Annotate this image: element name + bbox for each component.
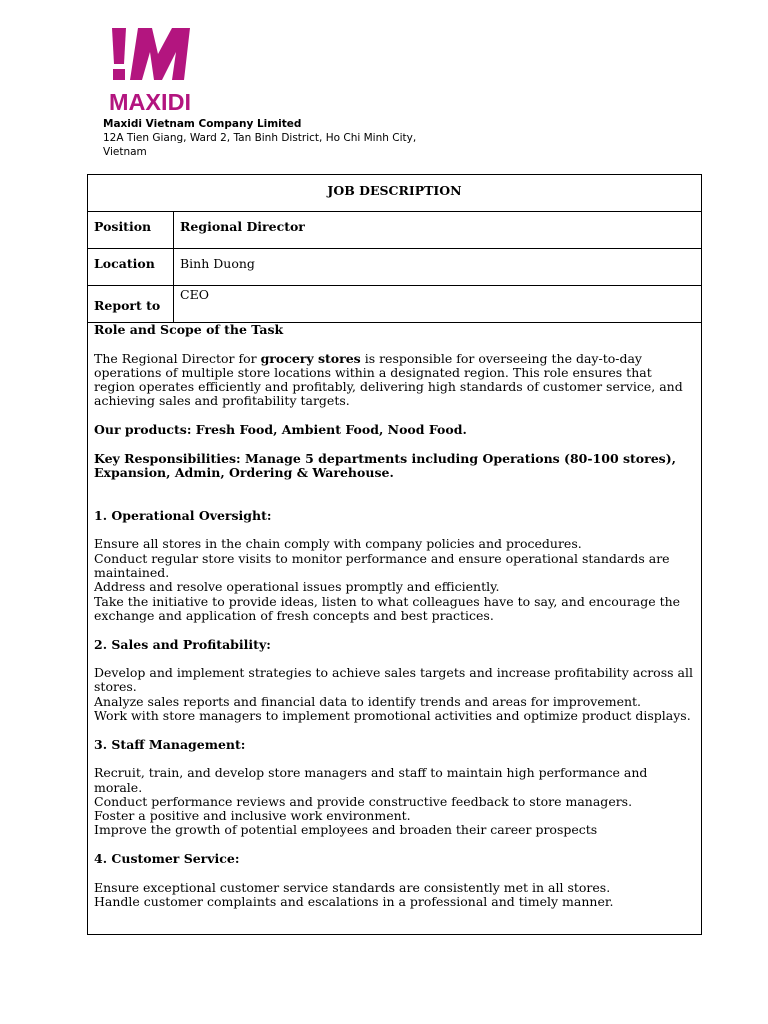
section-heading: 2. Sales and Profitability: xyxy=(94,636,271,652)
role-description-cell xyxy=(88,323,702,935)
list-item: Develop and implement strategies to achieve sales targets and increase profitability across all stores. xyxy=(94,665,693,695)
maxidi-logo xyxy=(108,26,194,112)
list-item: Analyze sales reports and financial data to identify trends and areas for improvement. xyxy=(94,693,642,709)
list-item: Conduct performance reviews and provide constructive feedback to store managers. xyxy=(94,793,633,809)
location-value: Binh Duong xyxy=(174,249,702,286)
section-heading: 4. Customer Service: xyxy=(94,850,240,866)
list-item: Ensure all stores in the chain comply with company policies and procedures. xyxy=(94,536,582,552)
report-to-label: Report to xyxy=(88,286,174,323)
svg-text:MAXIDI: MAXIDI xyxy=(109,89,191,112)
role-heading: Role and Scope of the Task xyxy=(94,322,284,337)
location-label: Location xyxy=(88,249,174,286)
list-item: Recruit, train, and develop store managers and staff to maintain high performance and morale. xyxy=(94,765,648,795)
list-item: Conduct regular store visits to monitor performance and ensure operational standards are maintained. xyxy=(94,550,670,581)
list-item: Handle customer complaints and escalations in a professional and timely manner. xyxy=(94,893,614,909)
list-item: Address and resolve operational issues promptly and efficiently. xyxy=(94,579,500,595)
list-item: Ensure exceptional customer service standards are consistently met in all stores. xyxy=(94,879,611,895)
company-info xyxy=(103,117,433,159)
list-item: Improve the growth of potential employees and broaden their career prospects xyxy=(94,822,598,838)
section-heading: 3. Staff Management: xyxy=(94,736,246,752)
list-item: Work with store managers to implement promotional activities and optimize product displays. xyxy=(94,708,691,724)
company-name: Maxidi Vietnam Company Limited xyxy=(103,118,302,130)
list-item: Take the initiative to provide ideas, listen to what colleagues have to say, and encourage the exchange and application of fresh concepts and best practices. xyxy=(94,593,681,623)
position-label: Position xyxy=(88,212,174,249)
list-item: Foster a positive and inclusive work environment. xyxy=(94,808,411,824)
table-title: JOB DESCRIPTION xyxy=(88,175,702,212)
company-address: 12A Tien Giang, Ward 2, Tan Binh District, Ho Chi Minh City, Vietnam xyxy=(103,132,417,158)
section-heading: 1. Operational Oversight: xyxy=(94,507,272,523)
key-responsibilities: Key Responsibilities: Manage 5 departments including Operations (80-100 stores), Expansion, Admin, Ordering & Warehouse. xyxy=(94,450,676,480)
report-to-value: CEO xyxy=(174,286,702,323)
products-line: Our products: Fresh Food, Ambient Food, Nood Food. xyxy=(94,422,467,438)
role-intro: The Regional Director for grocery stores is responsible for overseeing the day-to-day operations of multiple store locations within a designated region. This role ensures that region operates efficiently and profitably, delivering high standards of customer service, and achieving sales and profitability targets. xyxy=(94,350,683,409)
position-value: Regional Director xyxy=(174,212,702,249)
grocery-stores-text: grocery stores xyxy=(260,350,361,366)
job-description-table xyxy=(87,174,702,935)
